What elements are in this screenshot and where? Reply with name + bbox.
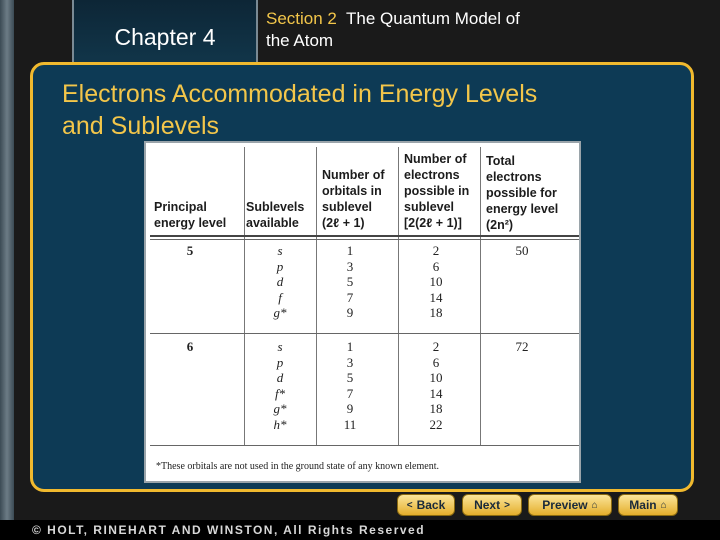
slide-title-line2: and Sublevels <box>62 112 220 140</box>
col-divider <box>316 147 317 445</box>
main-label: Main <box>629 498 657 512</box>
header-principal: Principal energy level <box>154 200 227 230</box>
electrons-list: 2 6 10 14 18 22 <box>429 339 443 432</box>
arrow-left-icon: < <box>406 499 413 511</box>
section-title <box>266 8 520 52</box>
row-divider <box>150 333 579 334</box>
orbitals-list: 1 3 5 7 9 <box>346 243 354 320</box>
sublevel-list: s p d f* g* h* <box>273 339 287 432</box>
level-cell: 6 <box>186 339 194 354</box>
slide-title <box>62 78 662 142</box>
preview-label: Preview <box>542 498 588 512</box>
copyright-footer: © HOLT, RINEHART AND WINSTON, All Rights Reserved <box>0 520 720 540</box>
row-divider <box>150 445 579 446</box>
total-cell: 72 <box>515 339 529 354</box>
header-electrons-sublevel: Number of electrons possible in sublevel [2(2ℓ + 1)] <box>404 152 470 230</box>
col-divider <box>480 147 481 445</box>
total-cell: 50 <box>515 243 529 258</box>
section-header <box>260 0 720 64</box>
col-divider <box>244 147 245 445</box>
home-icon: ⌂ <box>591 499 598 511</box>
main-button[interactable] <box>618 494 678 516</box>
header-orbitals: Number of orbitals in sublevel (2ℓ + 1) <box>322 168 385 230</box>
slide-title-line1: Electrons Accommodated in Energy Levels <box>62 80 538 108</box>
chapter-label: Chapter 4 <box>114 24 216 50</box>
back-label: Back <box>416 498 446 512</box>
header-divider <box>150 239 579 240</box>
energy-level-table <box>144 141 581 483</box>
header-sublevels: Sublevels available <box>246 200 305 230</box>
sublevel-list: s p d f g* <box>273 243 287 320</box>
home-icon: ⌂ <box>660 499 667 511</box>
level-cell: 5 <box>186 243 194 258</box>
preview-button[interactable] <box>528 494 612 516</box>
back-button[interactable] <box>397 494 455 516</box>
arrow-right-icon: > <box>504 499 510 511</box>
orbitals-list: 1 3 5 7 9 11 <box>343 339 357 432</box>
col-divider <box>398 147 399 445</box>
next-button[interactable] <box>462 494 522 516</box>
header-divider <box>150 235 579 237</box>
section-title-part2: the Atom <box>266 31 334 50</box>
electrons-list: 2 6 10 14 18 <box>429 243 443 320</box>
table-body <box>150 147 579 479</box>
header-total-electrons: Total electrons possible for energy level (2n²) <box>486 154 559 232</box>
left-decor-bar <box>0 0 14 520</box>
section-title-part1: The Quantum Model of <box>346 9 520 28</box>
section-number: Section 2 <box>266 9 337 28</box>
table-footnote: *These orbitals are not used in the ground state of any known element. <box>156 461 439 472</box>
next-label: Next <box>474 498 501 512</box>
